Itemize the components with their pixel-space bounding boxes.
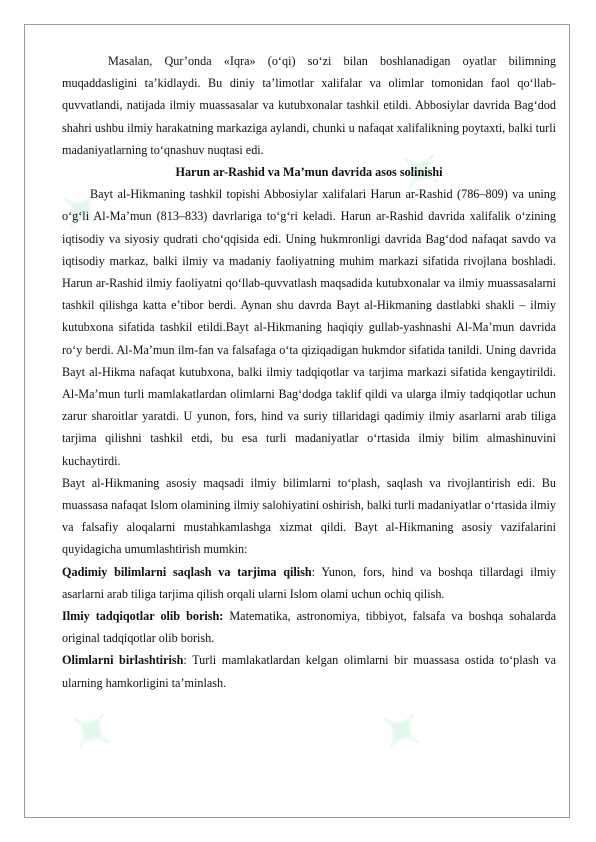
list-item-lead: Ilmiy tadqiqotlar olib borish: bbox=[62, 609, 224, 624]
list-item bbox=[62, 649, 556, 693]
list-item-text: : Yunon, fors, hind va boshqa tillardagi ilmiy asarlarni arab tiliga tarjima qilish orqali ularni Islom olami uchun ochiq qilish. bbox=[62, 564, 556, 601]
list-item bbox=[62, 605, 556, 649]
list-item-text: : Turli mamlakatlardan kelgan olimlarni bir muassasa ostida to‘plash va ularning hamkorligini ta’minlash. bbox=[62, 653, 556, 690]
list-item-lead: Qadimiy bilimlarni saqlash va tarjima qilish bbox=[62, 564, 312, 579]
paragraph-purpose: Bayt al-Hikmaning asosiy maqsadi ilmiy bilimlarni to‘plash, saqlash va rivojlantirish edi. Bu muassasa nafaqat Islom olamining ilmiy salohiyatini oshirish, balki turli madaniyatlar o‘rtasida ilmiy va falsafiy aloqalarni mustahkamlashga xizmat qildi. Bayt al-Hikmaning asosiy vazifalarini quyidagicha umumlashtirish mumkin: bbox=[62, 475, 556, 557]
list-item-text: Matematika, astronomiya, tibbiyot, falsafa va boshqa sohalarda original tadqiqotlar olib borish. bbox=[62, 609, 556, 646]
paragraph-history: Bayt al-Hikmaning tashkil topishi Abbosiylar xalifalari Harun ar-Rashid (786–809) va uning o‘g‘li Al-Ma’mun (813–833) davrlariga to‘g‘ri keladi. Harun ar-Rashid davrida xalifalik o‘zining iqtisodiy va siyosiy qudrati cho‘qqisida edi. Uning hukmronligi davrida Bag‘dod nafaqat savdo va iqtisodiy markaz, balki ilmiy va madaniy faoliyatning muhim markazi sifatida rivojlana boshladi. Harun ar-Rashid ilmiy faoliyatni qo‘llab-quvvatlash maqsadida kutubxonalar va ilmiy muassasalarni tashkil qilishga katta e’tibor berdi. Aynan shu davrda Bayt al-Hikmaning dastlabki shakli – ilmiy kutubxona sifatida tashkil etildi.Bayt al-Hikmaning haqiqiy gullab-yashnashi Al-Ma’mun davrida ro‘y berdi. Al-Ma’mun ilm-fan va falsafaga o‘ta qiziqadigan hukmdor sifatida tanildi. Uning davrida Bayt al-Hikma nafaqat kutubxona, balki ilmiy tadqiqotlar va tarjima markazi sifatida kengaytirildi. Al-Ma’mun turli mamlakatlardan olimlarni Bag‘dodga taklif qildi va ularga ilmiy tadqiqotlar uchun zarur sharoitlar yaratdi. U yunon, fors, hind va suriy tillaridagi qadimiy ilmiy asarlarni arab tiliga tarjima qilishni tashkil etdi, bu esa turli madaniyatlar o‘rtasida ilmiy bilim almashinuvini kuchaytirdi. bbox=[62, 187, 556, 468]
list-item-lead: Olimlarni birlashtirish bbox=[62, 653, 184, 668]
paragraph-intro: Masalan, Qur’onda «Iqra» (o‘qi) so‘zi bilan boshlanadigan oyatlar bilimning muqaddasligini ta’kidlaydi. Bu diniy ta’limotlar xalifalar va olimlar tomonidan faol qo‘llab-quvvatlandi, natijada ilmiy muassasalar va kutubxonalar tashkil etildi. Abbosiylar davrida Bag‘dod shahri ushbu ilmiy harakatning markaziga aylandi, chunki u nafaqat xalifalikning poytaxti, balki turli madaniyatlarning to‘qnashuv nuqtasi edi. bbox=[62, 54, 556, 157]
document-body bbox=[62, 50, 556, 694]
list-item bbox=[62, 561, 556, 605]
section-heading: Harun ar-Rashid va Ma’mun davrida asos solinishi bbox=[175, 165, 443, 180]
